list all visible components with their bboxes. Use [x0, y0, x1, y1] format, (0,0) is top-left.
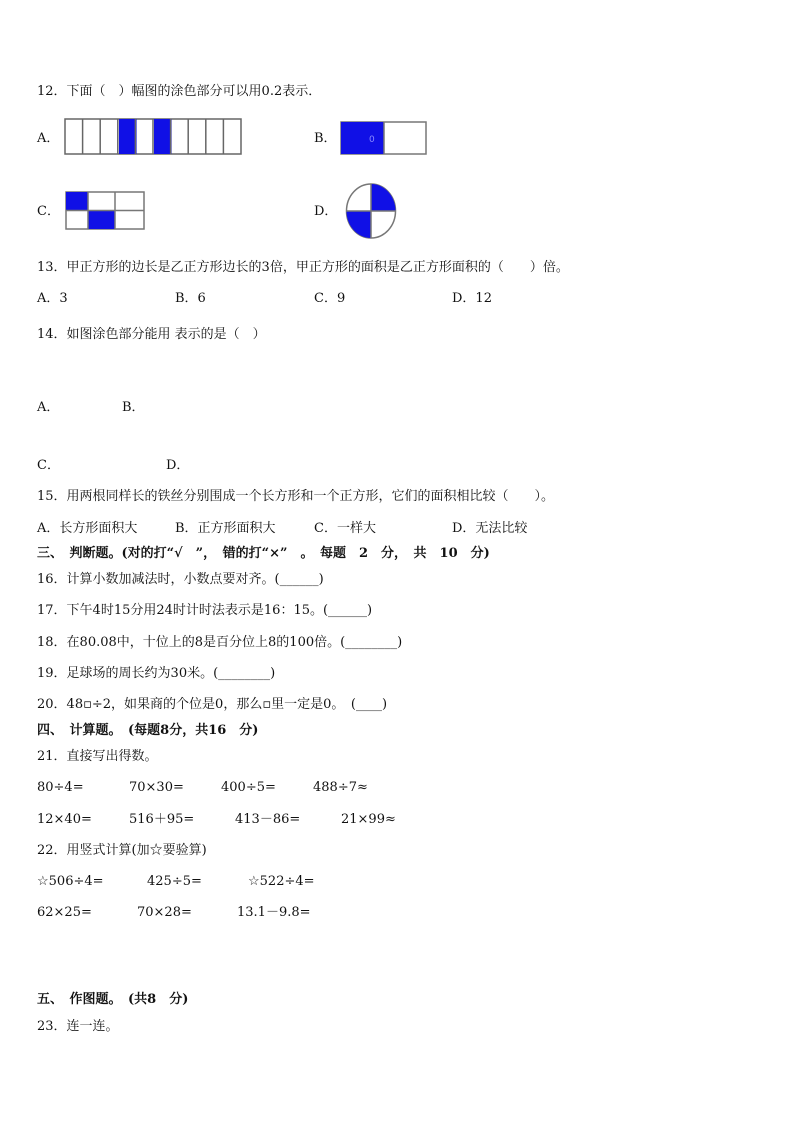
shaded-cell	[154, 119, 172, 154]
q12-option-b-label: B．	[314, 131, 337, 146]
q21-item: 488÷7≈	[313, 780, 368, 795]
q21-item: 21×99≈	[341, 812, 396, 827]
q22-item: ☆522÷4=	[248, 874, 315, 889]
q12-stem: 12．下面（ ）幅图的涂色部分可以用0.2表示．	[37, 84, 322, 99]
q14-option-d: D．	[166, 458, 190, 473]
figure-b-mark: 0	[369, 135, 375, 145]
q15-option-b: B．正方形面积大	[175, 521, 276, 536]
q23-stem: 23．连一连。	[37, 1019, 119, 1034]
q12-option-a-label: A．	[37, 131, 60, 146]
q14-stem: 14．如图涂色部分能用 表示的是（ ）	[37, 327, 266, 342]
q13-option-d: D．12	[452, 291, 492, 306]
q13-option-a: A．3	[37, 291, 68, 306]
q12-figure-c	[65, 191, 146, 231]
q22-item: 70×28=	[137, 905, 192, 920]
q21-item: 516＋95=	[129, 812, 195, 827]
q16: 16．计算小数加减法时，小数点要对齐。(______)	[37, 572, 324, 587]
q20: 20．48▫÷2，如果商的个位是0，那么▫里一定是0。 (____)	[37, 697, 388, 712]
q13-option-b: B．6	[175, 291, 206, 306]
q14-option-b: B．	[122, 400, 145, 415]
q21-item: 12×40=	[37, 812, 92, 827]
q22-item: ☆506÷4=	[37, 874, 104, 889]
q13-option-c: C．9	[314, 291, 346, 306]
q12-figure-b	[340, 121, 428, 156]
q17: 17．下午4时15分用24时计时法表示是16：15。(______)	[37, 603, 373, 618]
q12-option-d-label: D．	[314, 204, 338, 219]
q21-item: 70×30=	[129, 780, 184, 795]
shaded-cell	[119, 119, 137, 154]
q12-figure-a	[64, 118, 244, 156]
section-5-heading: 五、 作图题。 (共8 分)	[37, 992, 189, 1007]
q13-stem: 13．甲正方形的边长是乙正方形边长的3倍，甲正方形的面积是乙正方形面积的（ ）倍。	[37, 260, 569, 275]
section-3-heading: 三、 判断题。(对的打“√ ”， 错的打“×” 。 每题 2 分， 共 10 分)	[37, 546, 490, 561]
q21-item: 400÷5=	[221, 780, 276, 795]
q12-option-c-label: C．	[37, 204, 60, 219]
q22-stem: 22．用竖式计算(加☆要验算)	[37, 843, 207, 858]
q22-item: 13.1－9.8=	[237, 905, 311, 920]
q22-item: 425÷5=	[147, 874, 202, 889]
q15-option-a: A．长方形面积大	[37, 521, 138, 536]
q21-stem: 21．直接写出得数。	[37, 749, 158, 764]
section-4-heading: 四、 计算题。 (每题8分，共16 分)	[37, 723, 259, 738]
q21-item: 80÷4=	[37, 780, 84, 795]
q15-stem: 15．用两根同样长的铁丝分别围成一个长方形和一个正方形，它们的面积相比较（ ）。	[37, 489, 555, 504]
q15-option-d: D．无法比较	[452, 521, 528, 536]
q14-option-c: C．	[37, 458, 60, 473]
q12-figure-d	[344, 182, 398, 240]
q22-item: 62×25=	[37, 905, 92, 920]
q14-option-a: A．	[37, 400, 60, 415]
q15-option-c: C．一样大	[314, 521, 376, 536]
q18: 18．在80.08中，十位上的8是百分位上8的100倍。(________)	[37, 635, 403, 650]
q19: 19．足球场的周长约为30米。(________)	[37, 666, 276, 681]
q21-item: 413－86=	[235, 812, 301, 827]
